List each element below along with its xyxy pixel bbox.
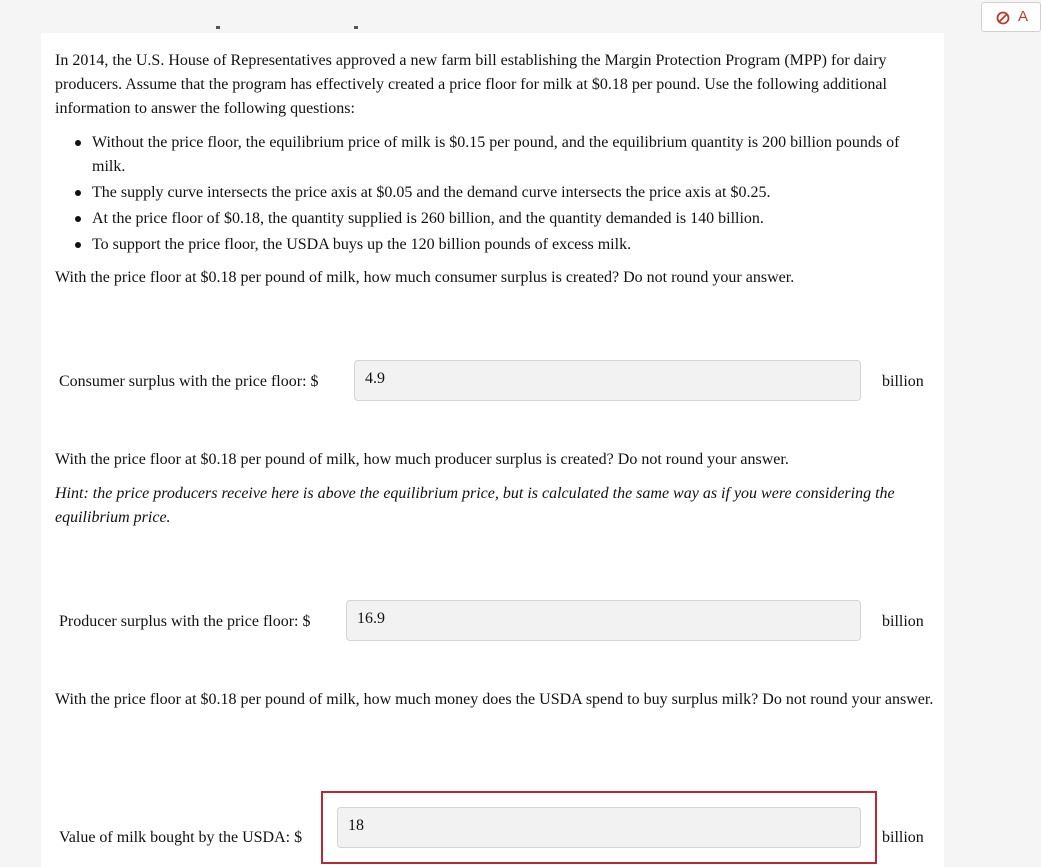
consumer-surplus-value: 4.9 bbox=[365, 370, 385, 387]
bullet-dot-icon bbox=[75, 140, 81, 146]
usda-spending-value: 18 bbox=[348, 817, 364, 834]
ban-icon bbox=[996, 11, 1010, 25]
problem-intro: In 2014, the U.S. House of Representatives approved a new farm bill establishing the Margin Protection Program (MPP) for dairy producers. Assume that the program has effectively created a price floor for milk at $0.18 per pound. Use the following additional information to answer the following questions: bbox=[55, 52, 887, 117]
status-badge[interactable] bbox=[981, 2, 1041, 32]
usda-spending-input[interactable] bbox=[337, 807, 861, 848]
list-item bbox=[55, 131, 915, 179]
producer-surplus-question: With the price floor at $0.18 per pound of milk, how much producer surplus is created? Do not round your answer. bbox=[55, 451, 789, 468]
producer-surplus-label: Producer surplus with the price floor: $ bbox=[59, 613, 311, 630]
consumer-surplus-question: With the price floor at $0.18 per pound of milk, how much consumer surplus is created? Do not round your answer. bbox=[55, 269, 795, 286]
given-information-list bbox=[55, 131, 915, 259]
cut-off-text-fragment bbox=[200, 26, 365, 32]
bullet-dot-icon bbox=[75, 190, 81, 196]
top-strip bbox=[0, 0, 1029, 33]
list-item bbox=[55, 181, 915, 205]
producer-surplus-input[interactable] bbox=[346, 600, 861, 641]
list-item-text: Without the price floor, the equilibrium price of milk is $0.15 per pound, and the equilibrium quantity is 200 billion pounds of milk. bbox=[92, 134, 900, 175]
consumer-surplus-unit: billion bbox=[882, 373, 924, 390]
consumer-surplus-input[interactable] bbox=[354, 360, 861, 401]
list-item bbox=[55, 207, 915, 231]
producer-surplus-unit: billion bbox=[882, 613, 924, 630]
list-item-text: To support the price floor, the USDA buys up the 120 billion pounds of excess milk. bbox=[92, 236, 632, 253]
list-item-text: The supply curve intersects the price axis at $0.05 and the demand curve intersects the price axis at $0.25. bbox=[92, 184, 771, 201]
list-item-text: At the price floor of $0.18, the quantity supplied is 260 billion, and the quantity demanded is 140 billion. bbox=[92, 210, 764, 227]
badge-letter: A bbox=[1018, 8, 1029, 25]
question-panel bbox=[41, 33, 944, 867]
usda-spending-unit: billion bbox=[882, 829, 924, 846]
producer-surplus-hint: Hint: the price producers receive here is above the equilibrium price, but is calculated the same way as if you were considering the equilibrium price. bbox=[55, 485, 895, 526]
consumer-surplus-label: Consumer surplus with the price floor: $ bbox=[59, 373, 319, 390]
list-item bbox=[55, 233, 915, 257]
bullet-dot-icon bbox=[75, 242, 81, 248]
bullet-dot-icon bbox=[75, 216, 81, 222]
usda-spending-question: With the price floor at $0.18 per pound of milk, how much money does the USDA spend to buy surplus milk? Do not round your answer. bbox=[55, 691, 934, 708]
producer-surplus-value: 16.9 bbox=[357, 610, 385, 627]
usda-spending-label: Value of milk bought by the USDA: $ bbox=[59, 829, 303, 846]
